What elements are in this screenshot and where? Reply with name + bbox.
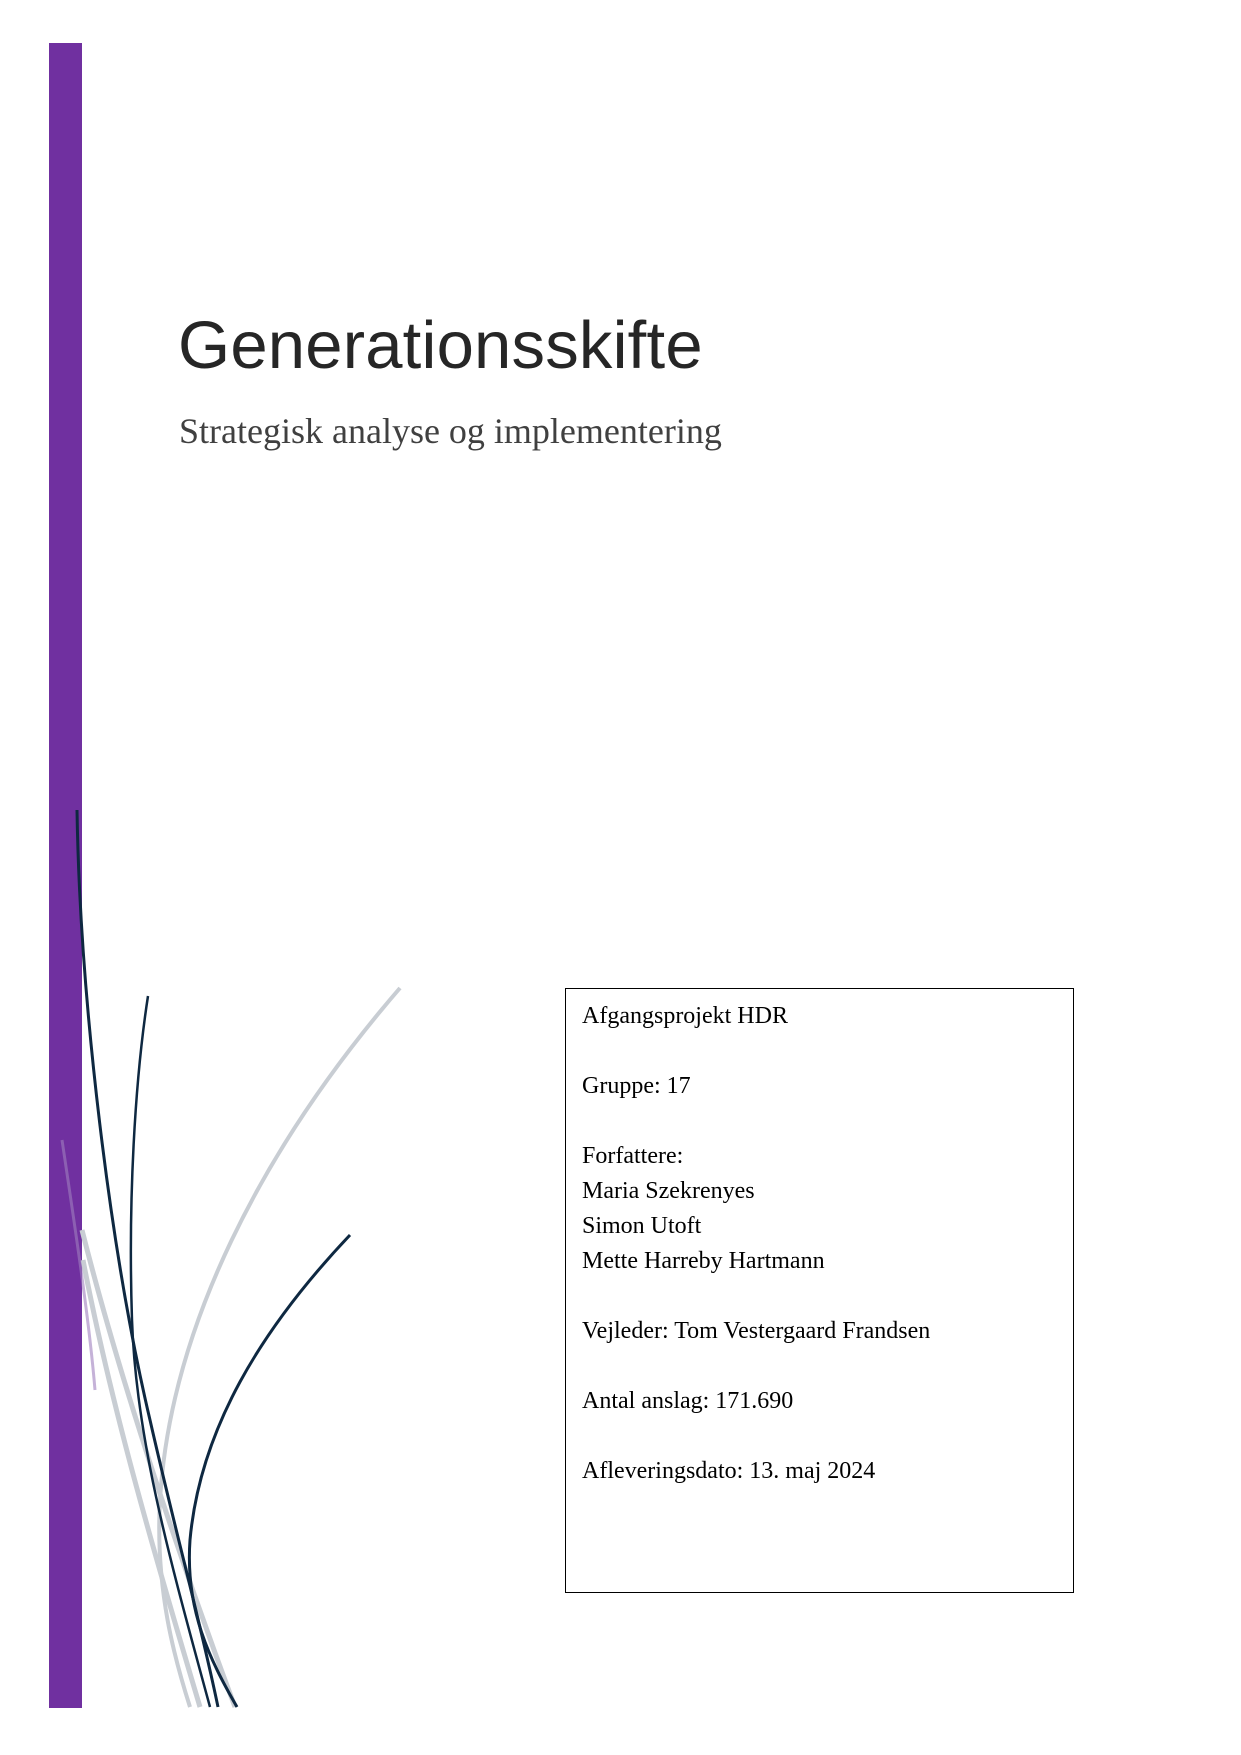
author-name: Maria Szekrenyes <box>582 1178 755 1204</box>
spacer <box>582 1279 1073 1314</box>
character-count: Antal anslag: 171.690 <box>582 1388 794 1414</box>
project-info-box <box>565 988 1074 1593</box>
spacer <box>582 1034 1073 1069</box>
supervisor: Vejleder: Tom Vestergaard Frandsen <box>582 1318 931 1344</box>
spacer <box>582 1349 1073 1384</box>
project-name: Afgangsprojekt HDR <box>582 1003 788 1029</box>
spacer <box>582 1104 1073 1139</box>
document-subtitle: Strategisk analyse og implementering <box>179 411 722 451</box>
group-number: Gruppe: 17 <box>582 1073 691 1099</box>
submission-date: Afleveringsdato: 13. maj 2024 <box>582 1458 876 1484</box>
author-name: Mette Harreby Hartmann <box>582 1248 825 1274</box>
accent-side-bar <box>49 43 82 1708</box>
spacer <box>582 1419 1073 1454</box>
document-title: Generationsskifte <box>178 308 703 383</box>
author-name: Simon Utoft <box>582 1213 702 1239</box>
authors-label: Forfattere: <box>582 1143 684 1169</box>
